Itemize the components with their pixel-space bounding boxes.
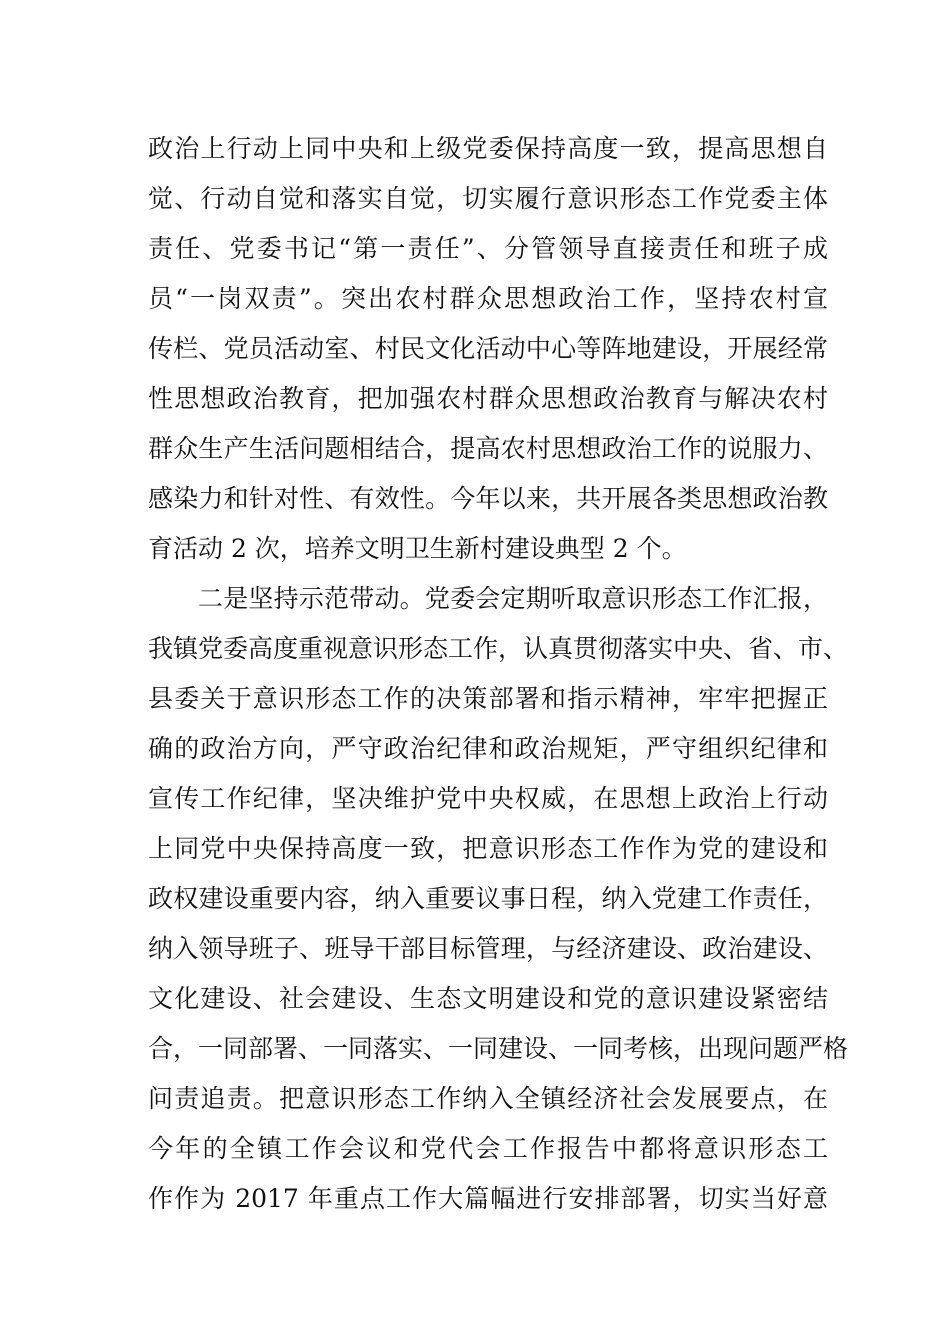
text-line: 感染力和针对性、有效性。今年以来，共开展各类思想政治教 (148, 484, 828, 513)
text-line: 作作为 2017 年重点工作大篇幅进行安排部署，切实当好意 (148, 1184, 828, 1213)
text-line: 责任、党委书记“第一责任”、分管领导直接责任和班子成 (148, 234, 828, 263)
text-line: 纳入领导班子、班导干部目标管理，与经济建设、政治建设、 (148, 934, 828, 963)
text-line: 性思想政治教育，把加强农村群众思想政治教育与解决农村 (148, 384, 828, 413)
text-line: 我镇党委高度重视意识形态工作，认真贯彻落实中央、省、市、 (148, 634, 849, 663)
text-line: 县委关于意识形态工作的决策部署和指示精神，牢牢把握正 (148, 684, 828, 713)
text-line: 员“一岗双责”。突出农村群众思想政治工作，坚持农村宣 (148, 284, 828, 313)
text-line: 今年的全镇工作会议和党代会工作报告中都将意识形态工 (148, 1134, 828, 1163)
text-line: 传栏、党员活动室、村民文化活动中心等阵地建设，开展经常 (148, 334, 828, 363)
text-line: 群众生产生活问题相结合，提高农村思想政治工作的说服力、 (148, 434, 828, 463)
text-line: 问责追责。把意识形态工作纳入全镇经济社会发展要点，在 (148, 1084, 828, 1113)
paragraph-2 (148, 574, 849, 1224)
text-line: 文化建设、社会建设、生态文明建设和党的意识建设紧密结 (148, 984, 828, 1013)
text-line: 觉、行动自觉和落实自觉，切实履行意识形态工作党委主体 (148, 184, 828, 213)
text-line: 确的政治方向，严守政治纪律和政治规矩，严守组织纪律和 (148, 734, 828, 763)
text-line: 育活动 2 次，培养文明卫生新村建设典型 2 个。 (148, 534, 687, 563)
document-body (148, 124, 849, 1224)
text-line: 二是坚持示范带动。党委会定期听取意识形态工作汇报， (198, 584, 828, 613)
text-line: 上同党中央保持高度一致，把意识形态工作作为党的建设和 (148, 834, 828, 863)
paragraph-1 (148, 124, 828, 574)
text-line: 合，一同部署、一同落实、一同建设、一同考核，出现问题严格 (148, 1034, 849, 1063)
text-line: 政治上行动上同中央和上级党委保持高度一致，提高思想自 (148, 134, 828, 163)
text-line: 宣传工作纪律，坚决维护党中央权威，在思想上政治上行动 (148, 784, 828, 813)
text-line: 政权建设重要内容，纳入重要议事日程，纳入党建工作责任， (148, 884, 828, 913)
